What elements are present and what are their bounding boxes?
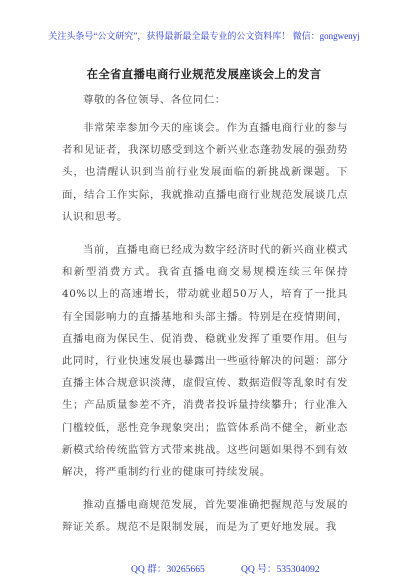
greeting: 尊敬的各位领导、各位同仁：	[83, 94, 226, 106]
footer-contact	[0, 561, 408, 575]
qq-group-link[interactable]: QQ 群：30265665	[131, 564, 205, 575]
paragraph-2	[62, 239, 348, 483]
qq-number-link[interactable]: QQ 号：535304092	[241, 564, 320, 575]
paragraph-3-text: 推动直播电商规范发展，首先要准确把握规范与发展的辩证关系。规范不是限制发展，而是为了更好地发展。我	[62, 499, 348, 534]
document-title: 在全省直播电商行业规范发展座谈会上的发言	[86, 67, 322, 81]
header-banner[interactable]: 关注头条号“公文研究”，获得最新最全最专业的公文资料库！ 微信：gongwenyj	[48, 31, 360, 41]
paragraph-2-text: 当前，直播电商已经成为数字经济时代的新兴商业模式和新型消费方式。我省直播电商交易规模连续三年保持40%以上的高速增长，带动就业超50万人，培育了一批具有全国影响力的直播基地和头部主播。特别是在疫情期间，直播电商为保民生、促消费、稳就业发挥了重要作用。但与此同时，行业快速发展也暴露出一些亟待解决的问题：部分直播主体合规意识淡薄，虚假宣传、数据造假等乱象时有发生；产品质量参差不齐，消费者投诉量持续攀升；行业准入门槛较低，恶性竞争现象突出；监管体系尚不健全，新业态新模式给传统监管方式带来挑战。这些问题如果得不到有效解决，将严重制约行业的健康可持续发展。	[62, 244, 348, 479]
paragraph-3	[62, 494, 348, 538]
paragraph-1	[62, 117, 348, 228]
paragraph-1-text: 非常荣幸参加今天的座谈会。作为直播电商行业的参与者和见证者，我深切感受到这个新兴业态蓬勃发展的强劲势头，也清醒认识到当前行业发展面临的新挑战新课题。下面，结合工作实际，我就推动直播电商行业规范发展谈几点认识和思考。	[62, 122, 348, 223]
